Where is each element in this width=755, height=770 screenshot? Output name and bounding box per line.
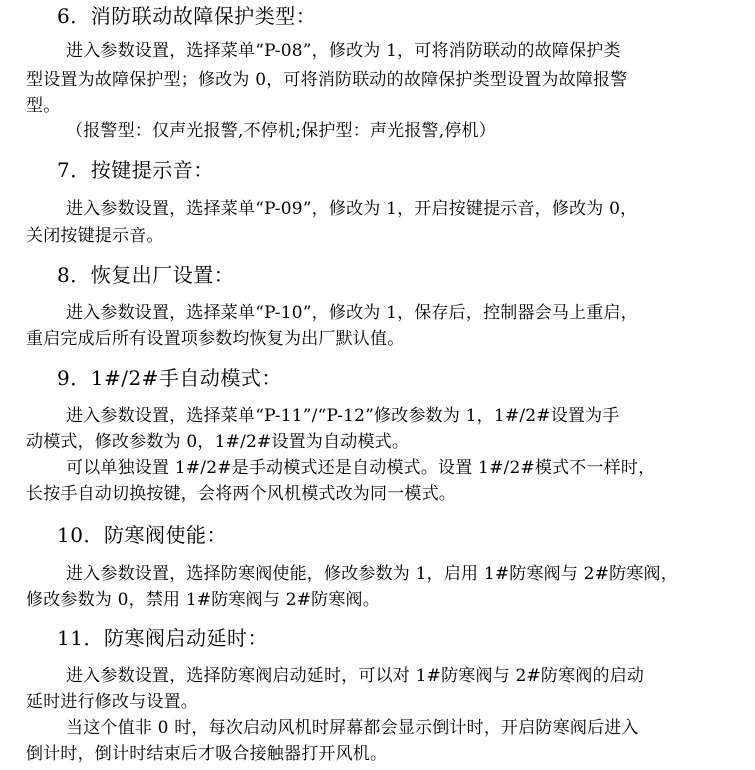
paragraph-line: 延时进行修改与设置。 [26,692,198,712]
paragraph-line: 进入参数设置，选择菜单“P-08”，修改为 1，可将消防联动的故障保护类 [66,41,621,61]
paragraph-line: 进入参数设置，选择防寒阀启动延时，可以对 1#防寒阀与 2#防寒阀的启动 [66,666,645,686]
paragraph-line: 关闭按键提示音。 [26,226,164,246]
paragraph-line: 修改参数为 0，禁用 1#防寒阀与 2#防寒阀。 [26,590,380,610]
paragraph-line: 长按手自动切换按键，会将两个风机模式改为同一模式。 [26,484,456,504]
section-heading-antifreeze-valve-enable: 10．防寒阀使能： [57,523,227,547]
paragraph-line: 型。 [26,96,61,116]
paragraph-line: 可以单独设置 1#/2#是手动模式还是自动模式。设置 1#/2#模式不一样时， [66,458,656,478]
paragraph-line: 倒计时，倒计时结束后才吸合接触器打开风机。 [26,744,388,764]
section-heading-antifreeze-valve-delay: 11．防寒阀启动延时： [57,626,268,650]
paragraph-line: 进入参数设置，选择菜单“P-10”，修改为 1，保存后，控制器会马上重启， [66,303,638,323]
paragraph-line: （报警型：仅声光报警,不停机;保护型：声光报警,停机） [66,121,496,141]
paragraph-line: 重启完成后所有设置项参数均恢复为出厂默认值。 [26,329,405,349]
paragraph-line: 进入参数设置，选择防寒阀使能，修改参数为 1，启用 1#防寒阀与 2#防寒阀， [66,564,678,584]
paragraph-line: 型设置为故障保护型；修改为 0，可将消防联动的故障保护类型设置为故障报警 [26,70,628,90]
section-heading-key-tone: 7．按键提示音： [57,158,214,182]
section-heading-manual-auto-mode: 9．1#/2#手自动模式： [57,366,282,390]
paragraph-line: 进入参数设置，选择菜单“P-11”/“P-12”修改参数为 1，1#/2#设置为手 [66,406,620,426]
section-heading-factory-reset: 8．恢复出厂设置： [57,263,235,287]
section-heading-fire-linkage: 6．消防联动故障保护类型： [57,4,317,28]
paragraph-line: 进入参数设置，选择菜单“P-09”，修改为 1，开启按键提示音，修改为 0， [66,199,638,219]
paragraph-line: 当这个值非 0 时，每次启动风机时屏幕都会显示倒计时，开启防寒阀后进入 [66,718,639,738]
paragraph-line: 动模式，修改参数为 0，1#/2#设置为自动模式。 [26,432,410,452]
